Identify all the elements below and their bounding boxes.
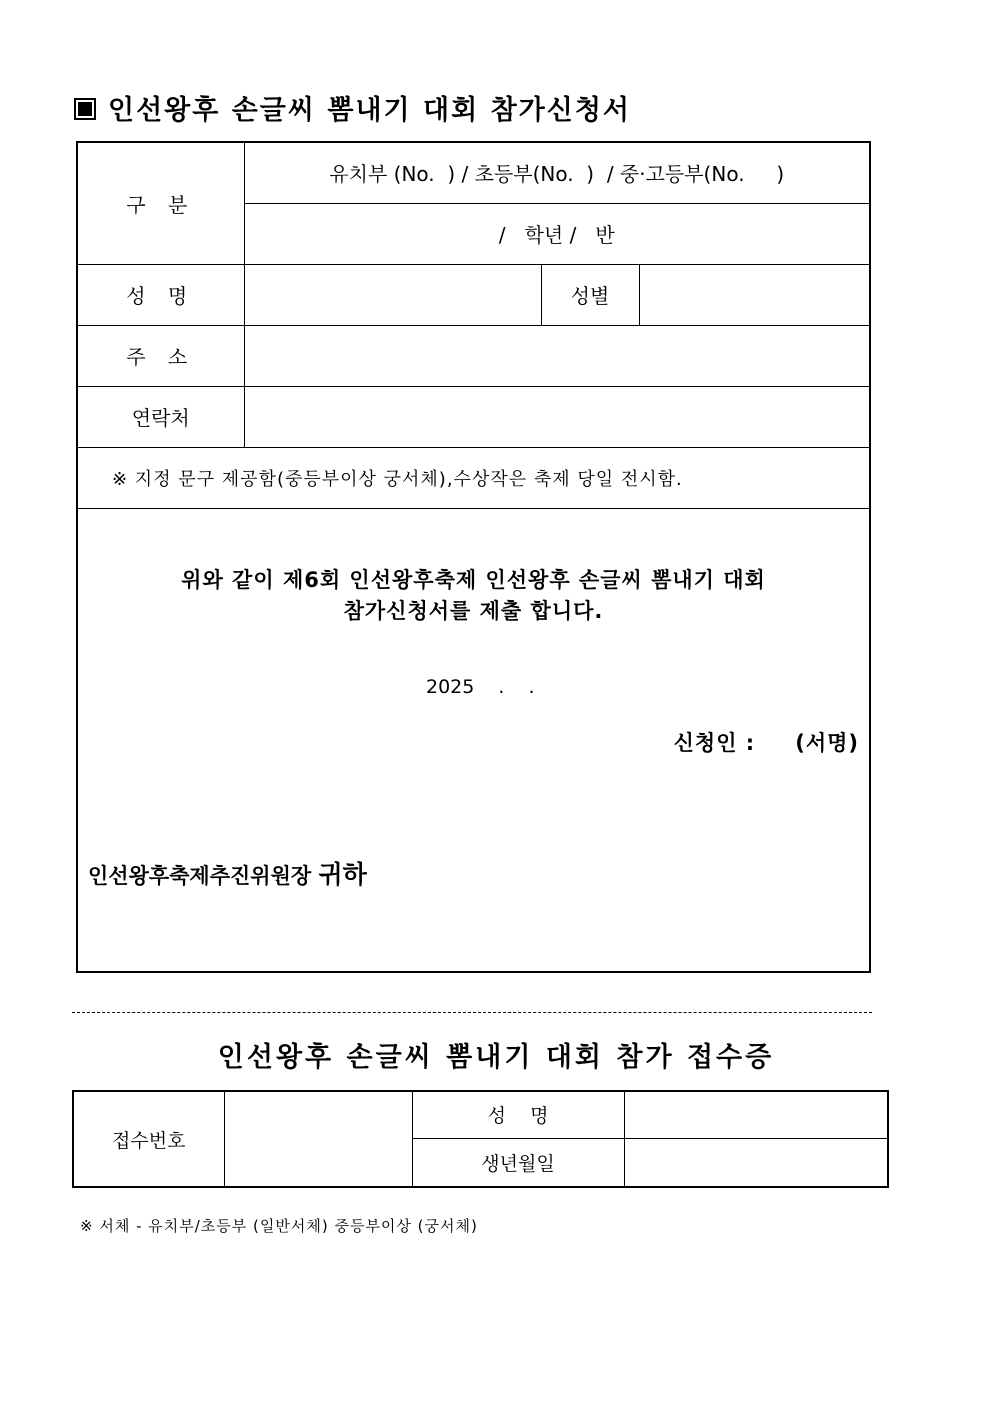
signature-label: (서명) — [795, 730, 859, 755]
contact-label: 연락처 — [77, 386, 244, 447]
notice-text: ※ 지정 문구 제공함(중등부이상 궁서체),수상작은 축제 당일 전시함. — [77, 447, 870, 508]
division-options[interactable]: 유치부 (No. ) / 초등부(No. ) / 중·고등부(No. ) — [244, 142, 870, 203]
declaration-section — [77, 508, 870, 972]
name-label: 성 명 — [77, 264, 244, 325]
receipt-birth-field[interactable] — [624, 1138, 888, 1187]
receipt-title: 인선왕후 손글씨 뽐내기 대회 참가 접수증 — [217, 1042, 775, 1073]
application-date[interactable] — [426, 676, 535, 698]
declaration-line-2: 참가신청서를 제출 합니다. — [343, 598, 604, 623]
applicant-signature[interactable] — [674, 727, 859, 757]
address-field[interactable] — [244, 325, 870, 386]
grade-class-field[interactable]: / 학년 / 반 — [244, 203, 870, 264]
address-label: 주 소 — [77, 325, 244, 386]
recipient-suffix: 귀하 — [318, 859, 367, 889]
applicant-label: 신청인 : — [673, 730, 756, 755]
application-table — [76, 141, 871, 973]
receipt-table — [72, 1090, 889, 1188]
recipient-name: 인선왕후축제추진위원장 — [88, 863, 312, 888]
square-bullet-icon — [74, 98, 96, 120]
gender-field[interactable] — [639, 264, 870, 325]
date-year: 2025 — [426, 675, 475, 698]
form-title — [74, 88, 631, 127]
date-dot-2: . — [528, 675, 535, 698]
declaration-line-1: 위와 같이 제6회 인선왕후축제 인선왕후 손글씨 뽐내기 대회 — [181, 567, 766, 592]
division-label: 구 분 — [77, 142, 244, 264]
name-field[interactable] — [244, 264, 541, 325]
form-title-text: 인선왕후 손글씨 뽐내기 대회 참가신청서 — [108, 95, 631, 126]
receipt-name-field[interactable] — [624, 1091, 888, 1138]
recipient — [88, 855, 367, 891]
gender-label: 성별 — [541, 264, 639, 325]
cut-line-divider — [72, 1012, 872, 1013]
font-footnote: ※ 서체 - 유치부/초등부 (일반서체) 중등부이상 (궁서체) — [80, 1217, 478, 1235]
date-dot-1: . — [498, 675, 505, 698]
receipt-number-field[interactable] — [224, 1091, 412, 1187]
contact-field[interactable] — [244, 386, 870, 447]
declaration-text — [78, 565, 869, 627]
receipt-birth-label: 생년월일 — [412, 1138, 624, 1187]
receipt-number-label: 접수번호 — [73, 1091, 224, 1187]
receipt-name-label: 성 명 — [412, 1091, 624, 1138]
